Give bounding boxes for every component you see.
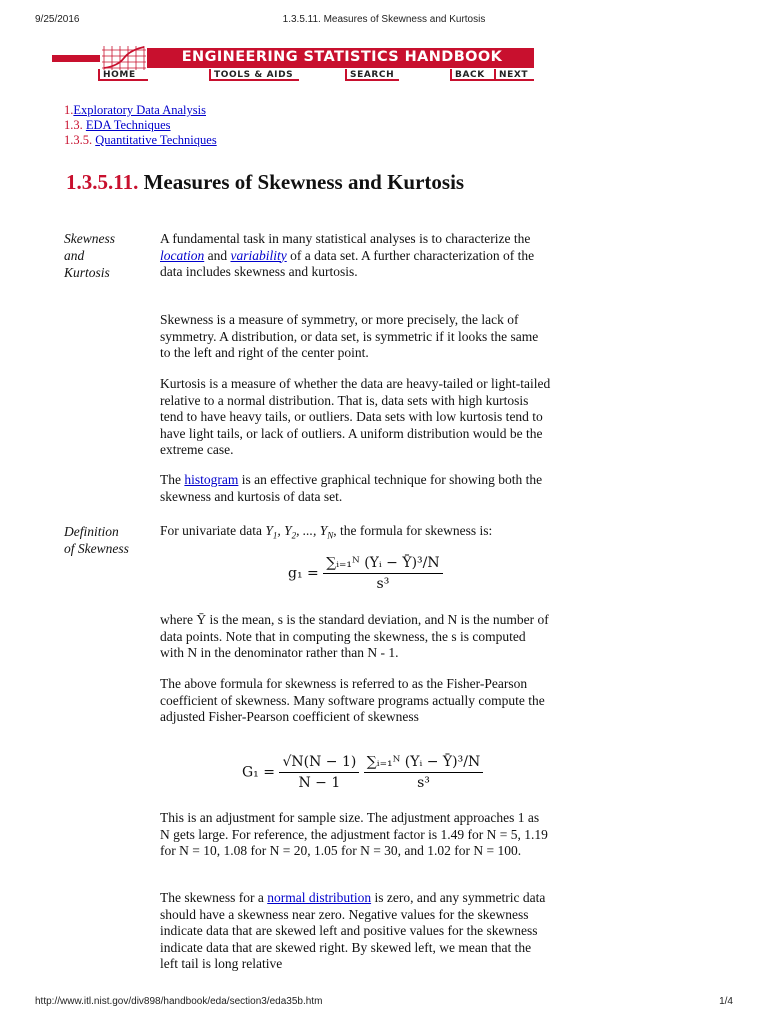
breadcrumb-num: 1.3.5. [64,133,93,147]
formula-fraction [323,555,442,592]
text: of a data set. A further characterization of the data includes skewness and kurtosis. [160,247,535,279]
formula-denominator: s³ [376,576,390,592]
side-line: and [64,248,85,263]
page-title [66,170,464,195]
text: The skewness for a [160,890,264,905]
sidebar-label-skewness-kurtosis [64,230,115,281]
search-button[interactable]: SEARCH [345,69,399,81]
paragraph-histogram [160,472,552,505]
breadcrumb-link-eda-techniques[interactable]: EDA Techniques [85,118,171,132]
text: where Ȳ is the mean, s is the standard deviation, and N is the number of data points. Note that in computing the skewness, the s is computed with N in the denominator rather than N - 1. [160,612,549,660]
adjusted-skewness-formula [242,754,483,791]
breadcrumb-item [64,133,217,148]
formula-numerator: ∑ᵢ₌₁ᴺ (Yᵢ − Ȳ)³/N [323,555,442,574]
text: Skewness is a measure of symmetry, or more precisely, the lack of symmetry. A distribution, or data set, is symmetric if it looks the same to the left and right of the center point. [160,312,539,360]
paragraph-skewness-def [160,312,552,362]
breadcrumb-link-eda[interactable]: Exploratory Data Analysis [73,103,206,117]
location-link[interactable]: location [160,247,205,263]
handbook-banner [52,44,534,84]
breadcrumb-num: 1. [64,103,74,117]
text: This is an adjustment for sample size. The adjustment approaches 1 as N gets large. For reference, the adjustment factor is 1.49 for N = 5, 1.19 for N = 10, 1.08 for N = 20, 1.05 for N = 30, and 1.02 for N = 100. [160,810,548,858]
paragraph-intro [160,231,552,281]
text: , the formula for skewness is: [333,523,493,538]
banner-title: ENGINEERING STATISTICS HANDBOOK [181,49,503,65]
breadcrumb-item [64,118,217,133]
banner-left-stripe [52,55,100,62]
paragraph-normal-skewness [160,890,552,973]
normal-distribution-link[interactable]: normal distribution [267,890,372,905]
text: and [207,247,228,263]
side-line: of Skewness [64,541,129,556]
breadcrumb-num: 1.3. [64,118,83,132]
page-title-text: Measures of Skewness and Kurtosis [143,170,465,194]
print-header [0,14,768,28]
text: is zero, and any symmetric data should have a skewness near zero. Negative values for the skewness indicate data that are skewed left and positive values for the skewness indicate data that are skewed right. By skewed left, we mean that the left tail is long relative [160,890,546,971]
paragraph-univariate [160,523,552,544]
formula-denominator: s³ [417,775,430,791]
variability-link[interactable]: variability [230,247,287,263]
paragraph-kurtosis-def [160,376,552,459]
print-title: 1.3.5.11. Measures of Skewness and Kurtosis [282,14,486,25]
text: A fundamental task in many statistical analyses is to characterize the [160,231,531,246]
formula-lhs: G₁ = [242,764,275,781]
side-line: Skewness [64,231,115,246]
page-title-number: 1.3.5.11. [66,170,139,194]
next-button[interactable]: NEXT [494,69,534,81]
tools-aids-button[interactable]: TOOLS & AIDS [209,69,299,81]
skewness-formula [288,555,443,592]
breadcrumb-item [64,103,217,118]
text: The above formula for skewness is referred to as the Fisher-Pearson coefficient of skewness. Many software programs actually compute the adjusted Fisher-Pearson coefficient of skewness [160,676,545,724]
paragraph-adjustment [160,810,552,860]
sidebar-label-definition-skewness [64,523,129,557]
variables-list: $Y_1$, $Y_2$, ..., $Y_N$ [265,523,334,541]
formula-lhs: g₁ = [288,565,319,582]
print-date: 9/25/2016 [35,14,80,25]
text: Kurtosis is a measure of whether the data are heavy-tailed or light-tailed relative to a normal distribution. That is, data sets with high kurtosis tend to have heavy tails, or outliers. Data sets with low kurtosis tend to have light tails, or lack of outliers. A uniform distribution would be the extreme case. [160,376,551,457]
paragraph-where [160,612,552,662]
text: The [160,472,181,487]
formula-fraction [279,754,359,791]
home-button[interactable]: HOME [98,69,148,81]
formula-numerator: ∑ᵢ₌₁ᴺ (Yᵢ − Ȳ)³/N [364,754,483,773]
formula-fraction [364,754,483,791]
print-footer [0,996,768,1010]
text: is an effective graphical technique for showing both the skewness and kurtosis of data set. [160,472,543,504]
print-page-number: 1/4 [719,996,733,1007]
back-button[interactable]: BACK [450,69,494,81]
print-url: http://www.itl.nist.gov/div898/handbook/eda/section3/eda35b.htm [35,996,323,1007]
side-line: Kurtosis [64,265,110,280]
breadcrumb-link-quantitative[interactable]: Quantitative Techniques [95,133,217,147]
text: For univariate data [160,523,262,538]
formula-numerator: √N(N − 1) [279,754,359,773]
paragraph-fisher-pearson [160,676,552,726]
histogram-link[interactable]: histogram [184,472,239,487]
graph-logo-icon [100,44,148,72]
breadcrumb [64,103,217,148]
formula-denominator: N − 1 [298,775,341,791]
side-line: Definition [64,524,119,539]
